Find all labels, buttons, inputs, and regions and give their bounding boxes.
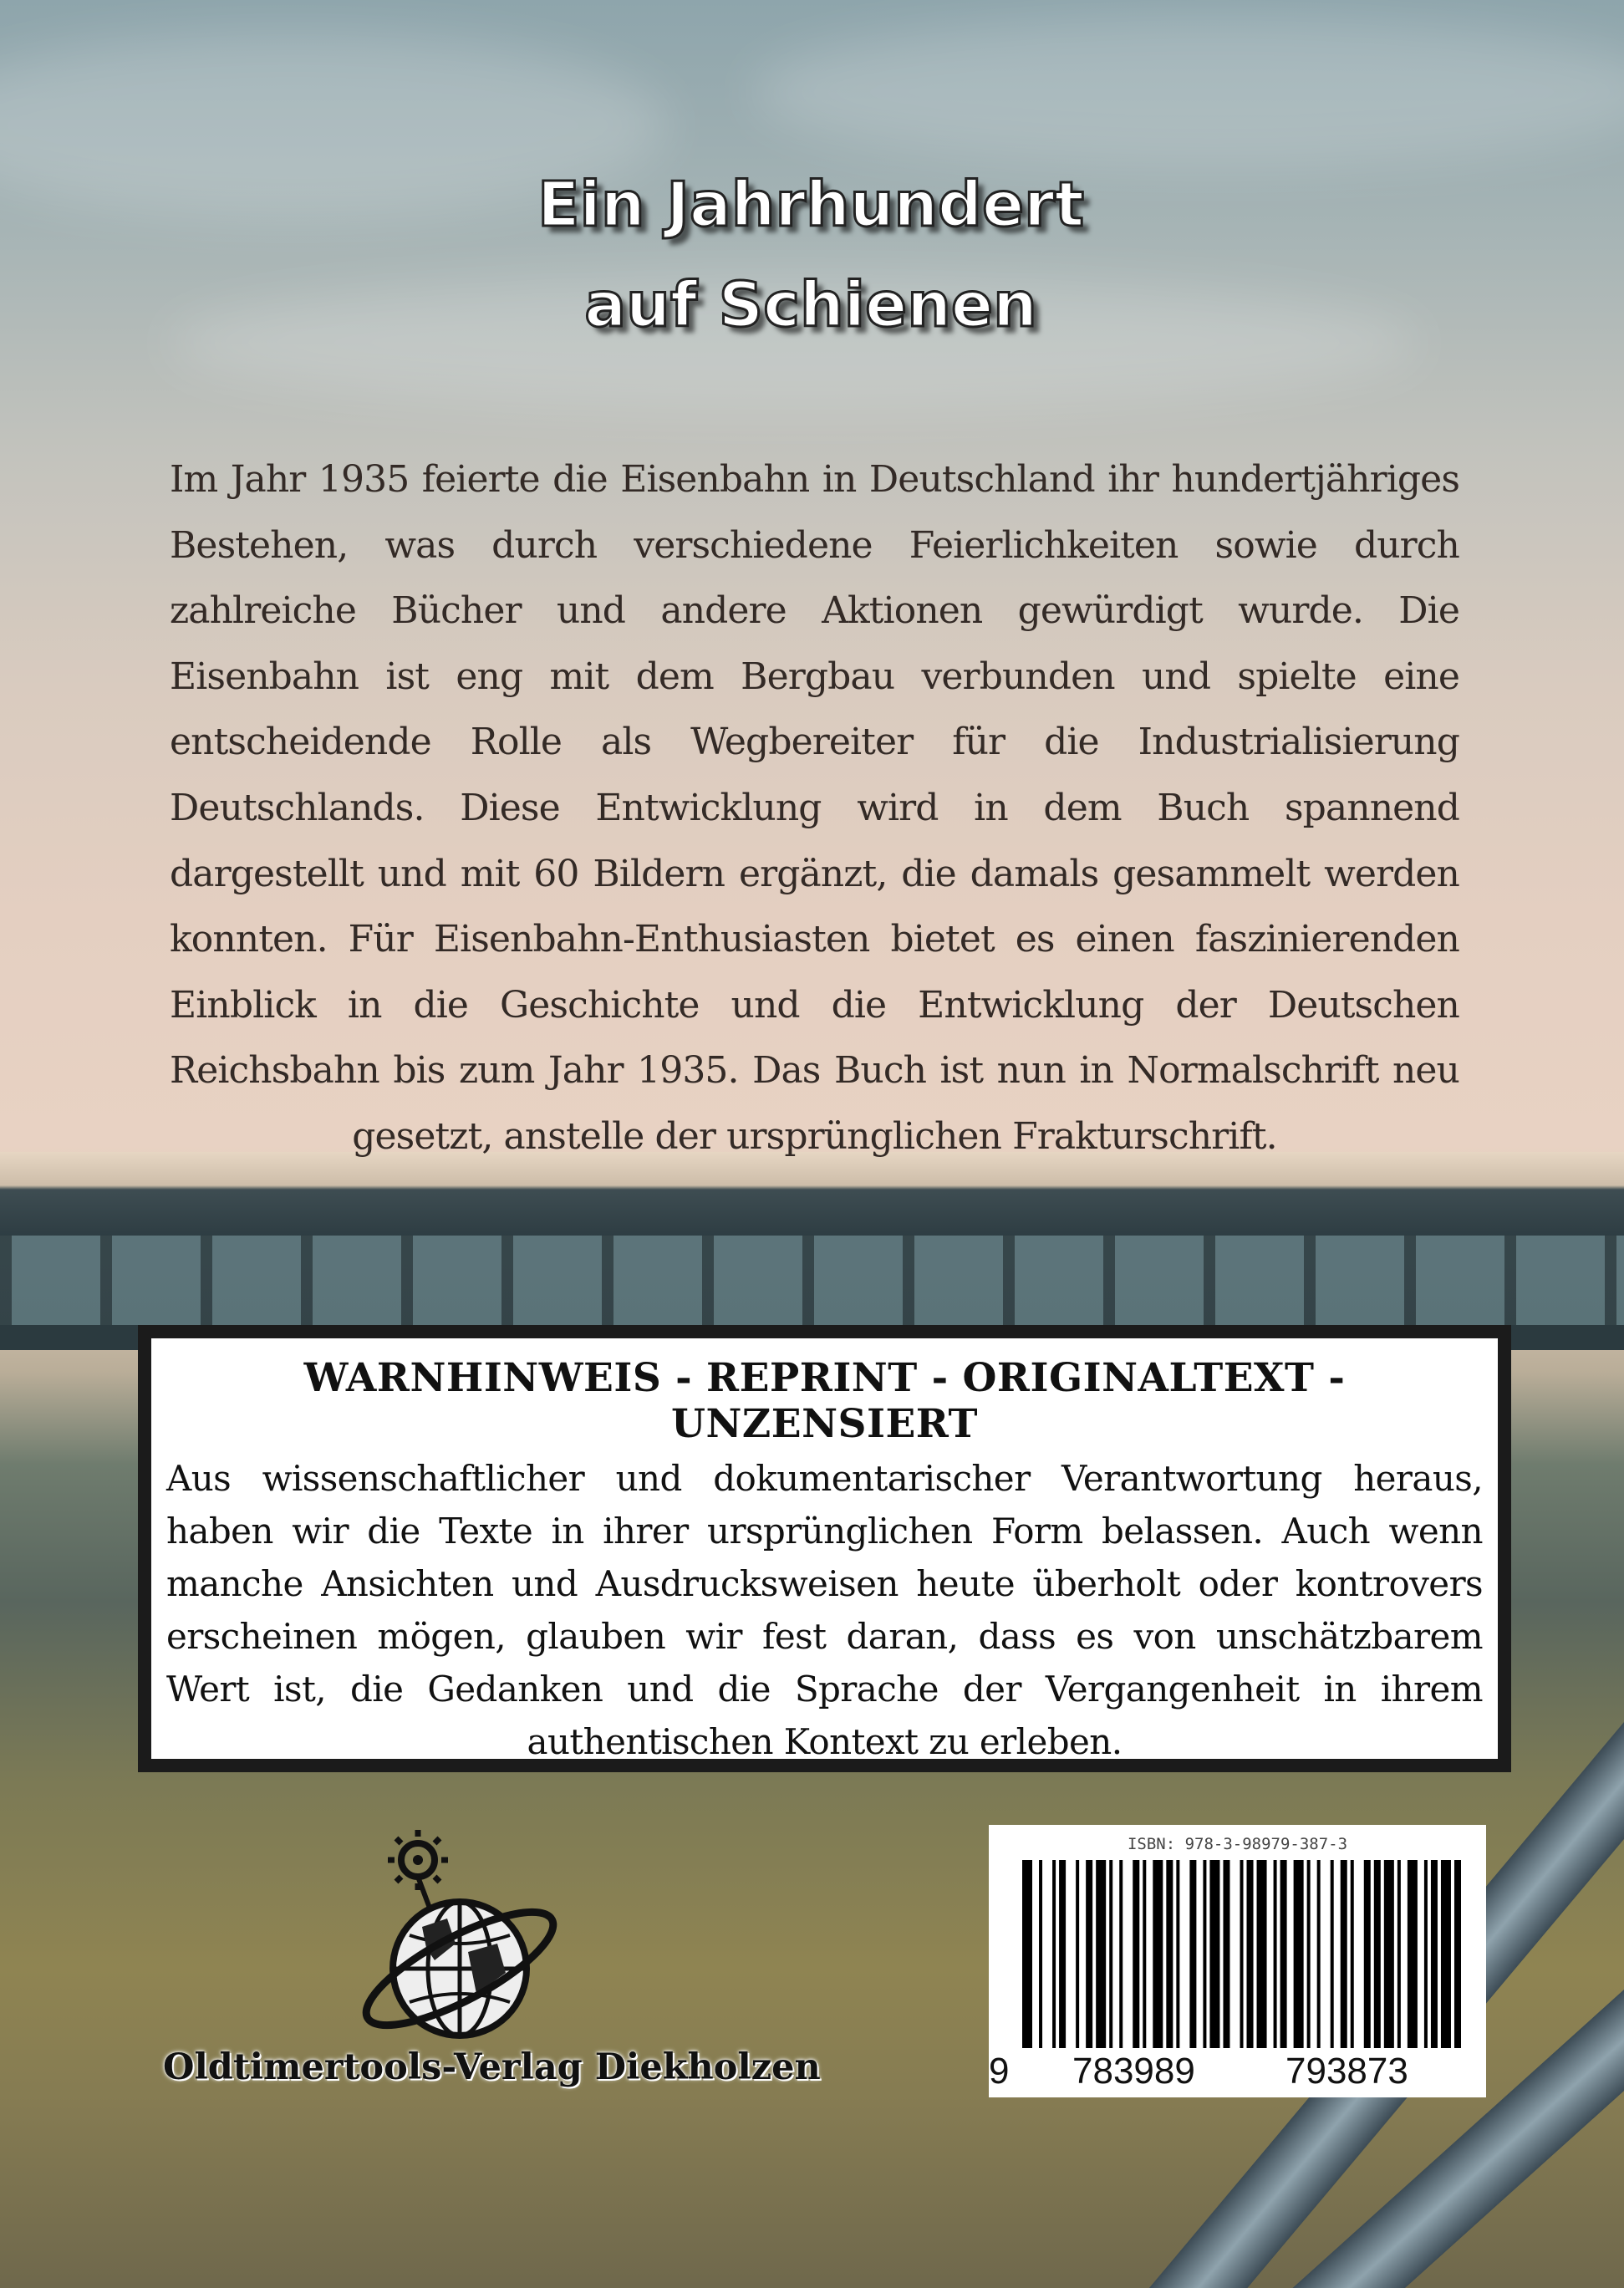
- barcode-bar: [1143, 1860, 1146, 2048]
- barcode-bar: [1176, 1860, 1179, 2048]
- barcode-bar: [1441, 1860, 1451, 2048]
- barcode-bar: [1022, 1860, 1032, 2048]
- title-line-1: Ein Jahrhundert: [537, 169, 1085, 241]
- warning-box-inner: [151, 1338, 1498, 1762]
- barcode-digit-group-2: 793873: [1285, 2051, 1408, 2092]
- barcode-bar: [1109, 1860, 1112, 2048]
- isbn-label: ISBN: 978-3-98979-387-3: [1127, 1835, 1348, 1853]
- barcode-bar: [1153, 1860, 1163, 2048]
- globe-with-gear-icon: [351, 1827, 568, 2052]
- barcode-bar: [1247, 1860, 1254, 2048]
- barcode-bar: [1209, 1860, 1219, 2048]
- barcode-bar: [1274, 1860, 1277, 2048]
- barcode-bar: [1307, 1860, 1311, 2048]
- barcode-bar: [1039, 1860, 1042, 2048]
- barcode-bar: [1203, 1860, 1206, 2048]
- barcode-bar: [1166, 1860, 1173, 2048]
- barcode-bar: [1052, 1860, 1056, 2048]
- barcode-bar: [1119, 1860, 1123, 2048]
- barcode-bar: [1059, 1860, 1066, 2048]
- barcode-bar: [1454, 1860, 1461, 2048]
- barcode-bar: [1424, 1860, 1428, 2048]
- barcode-digit-first: 9: [989, 2051, 1010, 2092]
- barcode-bar: [1223, 1860, 1229, 2048]
- barcode-bar: [1341, 1860, 1347, 2048]
- bridge-railing: [0, 1236, 1624, 1327]
- barcode-bar: [1280, 1860, 1287, 2048]
- warning-heading: WARNHINWEIS - REPRINT - ORIGINALTEXT - UNZENSIERT: [303, 1355, 1346, 1447]
- book-description: Im Jahr 1935 feierte die Eisenbahn in Deutschland ihr hundertjähriges Bestehen, was durch verschiedene Feierlichkeiten sowie durch zahlreiche Bücher und andere Aktionen gewürdigt wurde. Die Eisenbahn ist eng mit dem Bergbau verbunden und spielte eine entscheidende Rolle als Wegbereiter für die Industrialisierung Deutschlands. Diese Entwicklung wird in dem Buch spannend dargestellt und mit 60 Bildern ergänzt, die damals gesammelt werden konnten. Für Eisenbahn-Enthusiasten bietet es einen faszinierenden Einblick in die Geschichte und die Entwicklung der Deutschen Reichsbahn bis zum Jahr 1935. Das Buch ist nun in Normalschrift neu gesetzt, anstelle der ursprünglichen Frakturschrift.: [170, 458, 1459, 1158]
- barcode-bar: [1408, 1860, 1418, 2048]
- barcode-bar: [1331, 1860, 1334, 2048]
- book-title: [351, 155, 1270, 355]
- barcode-bar: [1189, 1860, 1196, 2048]
- barcode-bar: [1086, 1860, 1092, 2048]
- gear-icon: [388, 1830, 448, 1910]
- publisher-name: Oldtimertools-Verlag Diekholzen: [163, 2046, 821, 2088]
- barcode-bar: [1397, 1860, 1401, 2048]
- title-line-2: auf Schienen: [584, 269, 1037, 341]
- barcode-bar: [1294, 1860, 1304, 2048]
- barcode-bar: [1317, 1860, 1321, 2048]
- barcode-bar: [1240, 1860, 1243, 2048]
- warning-text: Aus wissenschaftlicher und dokumentarischer Verantwortung heraus, haben wir die Texte in ihrer ursprünglichen Form belassen. Auch wenn manche Ansichten und Ausdrucksweisen heute überholt oder kontrovers erscheinen mögen, glauben wir fest daran, dass es von unschätzbarem Wert ist, die Gedanken und die Sprache der Vergangenheit in ihrem authentischen Kontext zu erleben.: [166, 1458, 1483, 1762]
- barcode-bar: [1431, 1860, 1438, 2048]
- warning-box: [138, 1325, 1511, 1772]
- barcode-bar: [1257, 1860, 1267, 2048]
- barcode-bar: [1351, 1860, 1354, 2048]
- barcode-bar: [1384, 1860, 1394, 2048]
- barcode-bar: [1364, 1860, 1371, 2048]
- barcode-bar: [1096, 1860, 1106, 2048]
- barcode-digit-group-1: 783989: [1072, 2051, 1195, 2092]
- barcode-bar: [1133, 1860, 1139, 2048]
- sky-cloud: [752, 17, 1624, 167]
- barcode-bars: [1022, 1860, 1461, 2048]
- globe-icon: [353, 1892, 567, 2046]
- barcode-bar: [1076, 1860, 1079, 2048]
- isbn-barcode: [989, 1825, 1486, 2097]
- barcode-bar: [1374, 1860, 1381, 2048]
